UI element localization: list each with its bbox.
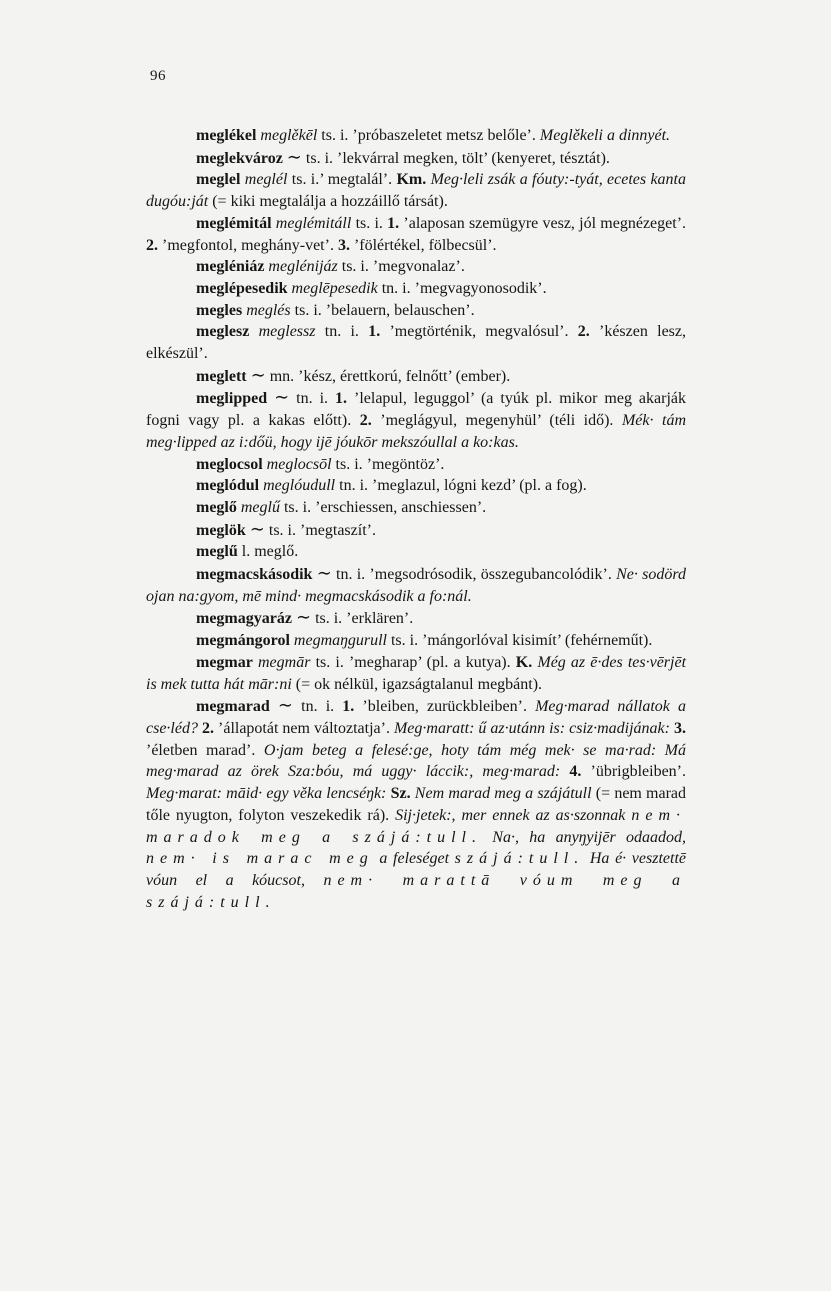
entry-headword: meglépesedik (196, 279, 288, 297)
entry-body: ∼ tn. i. 1. ’lelapul, leguggol’ (a tyúk pl. mikor meg akarják fogni vagy pl. a kakas előtt). 2. ’meglágyul, megenyhül’ (téli idő). Mék· tám meg·lipped az i:dőü, hogy ijē jóukōr mekszóullal a ko:kas. (146, 387, 687, 451)
entry-headword: meglök (196, 521, 246, 539)
dictionary-entry (146, 519, 686, 542)
dictionary-entry (146, 147, 686, 170)
dictionary-entry (146, 541, 686, 563)
entry-body: ∼ tn. i. 1. ’bleiben, zurückbleiben’. Meg·marad nállatok a cse·léd? 2. ’állapotát nem változtatja’. Meg·maratt: ű az·utánn is: csiz·madijának: 3. ’életben marad’. O·jam beteg a felesé:ge, hoty tám még mek· se ma·rad: Má meg·marad az örek Sza:bóu, má uggy· láccik:, meg·marad: 4. ’übrigbleiben’. Meg·marat: māid· egy věka lencséŋk: Sz. Nem marad meg a szájátull (= nem marad tőle nyugton, folyton veszekedik rá). Sij·jetek:, mer ennek az as·szonnak nem· maradok meg a szájá:tull. Na·, ha anyŋyijēr odaadod, nem· is marac meg a feleséget szájá:tull. Ha é· vesztettē vóun el a kóucsot, nem· marattā vóum meg a szájá:tull. (146, 695, 687, 911)
entry-body: meglēpesedik tn. i. ’megvagyonosodik’. (291, 279, 547, 297)
dictionary-entry (146, 125, 686, 147)
dictionary-entry (146, 256, 686, 278)
entry-body: meglémitáll ts. i. 1. ’alaposan szemügyre vesz, jól megnézeget’. 2. ’megfontol, meghány-vet’. 3. ’fölértékel, fölbecsül’. (146, 214, 687, 254)
dictionary-entry (146, 213, 686, 256)
entry-headword: meglémitál (196, 214, 272, 232)
entry-headword: megmángorol (196, 632, 290, 650)
dictionary-entry (146, 475, 686, 497)
entry-body: megmār ts. i. ’megharap’ (pl. a kutya). K. Még az ē·des tes·vērjēt is mek tutta hát mār:ni (= ok nélkül, igazságtalanul megbánt). (146, 653, 687, 693)
dictionary-entry (146, 497, 686, 519)
entry-headword: meglekvároz (196, 149, 283, 167)
entry-body: meglés ts. i. ’belauern, belauschen’. (246, 301, 475, 319)
entry-headword: meglett (196, 367, 247, 385)
entry-headword: meglel (196, 171, 241, 189)
entry-headword: meglő (196, 498, 237, 516)
entry-headword: megmagyaráz (196, 610, 292, 628)
entry-headword: megmar (196, 653, 253, 671)
entry-body: meglěkēl ts. i. ’próbaszeletet metsz belőle’. Meglěkeli a dinnyét. (260, 127, 671, 144)
page-number: 96 (150, 68, 166, 84)
dictionary-entry (146, 365, 686, 388)
dictionary-entry (146, 454, 686, 476)
entry-body: ∼ tn. i. ’megsodrósodik, összegubancolódik’. Ne· sodörd ojan na:gyom, mē mind· megmacskásodik a fo:nál. (146, 563, 686, 605)
entry-body: meglénijáz ts. i. ’megvonalaz’. (268, 258, 465, 276)
dictionary-entry (146, 387, 686, 453)
entry-body: ∼ mn. ’kész, érettkorú, felnőtt’ (ember). (250, 364, 511, 385)
entry-headword: megmacskásodik (196, 566, 313, 584)
entry-headword: meglocsol (196, 455, 263, 473)
dictionary-entry (146, 695, 686, 913)
dictionary-entry (146, 169, 686, 212)
dictionary-entry (146, 607, 686, 630)
entry-body: meglessz tn. i. 1. ’megtörténik, megvalósul’. 2. ’készen lesz, elkészül’. (146, 323, 687, 363)
entry-headword: meglipped (196, 390, 268, 408)
dictionary-entry (146, 652, 686, 695)
entry-headword: megléniáz (196, 258, 265, 276)
entry-body: meglél ts. i.’ megtalál’. Km. Meg·leli zsák a fóuty:-tyát, ecetes kanta dugóu:ját (= kiki megtalálja a hozzáillő társát). (146, 171, 686, 211)
entry-headword: megles (196, 301, 243, 319)
dictionary-entry (146, 563, 686, 607)
dictionary-entry (146, 300, 686, 322)
entry-body: meglocsōl ts. i. ’megöntöz’. (266, 455, 445, 473)
entry-headword: megmarad (196, 698, 270, 716)
dictionary-entry (146, 278, 686, 300)
entry-headword: meglódul (196, 477, 260, 495)
entry-body: meglóudull tn. i. ’meglazul, lógni kezd’ (pl. a fog). (263, 477, 587, 495)
entry-headword: meglesz (196, 323, 250, 341)
entry-body: ∼ ts. i. ’lekvárral megken, tölt’ (kenyeret, tésztát). (286, 146, 610, 167)
entry-headword: meglékel (196, 127, 257, 144)
entry-headword: meglű (196, 543, 238, 561)
dictionary-entry (146, 321, 686, 364)
entry-body: ∼ ts. i. ’erklären’. (295, 607, 414, 628)
entry-body: megmaŋgurull ts. i. ’mángorlóval kisimít’ (fehérneműt). (293, 632, 653, 650)
dictionary-column (146, 125, 686, 913)
entry-body: l. meglő. (237, 543, 299, 561)
entry-body: ∼ ts. i. ’megtaszít’. (249, 518, 376, 539)
entry-body: meglű ts. i. ’erschiessen, anschiessen’. (240, 498, 487, 516)
dictionary-entry (146, 630, 686, 652)
